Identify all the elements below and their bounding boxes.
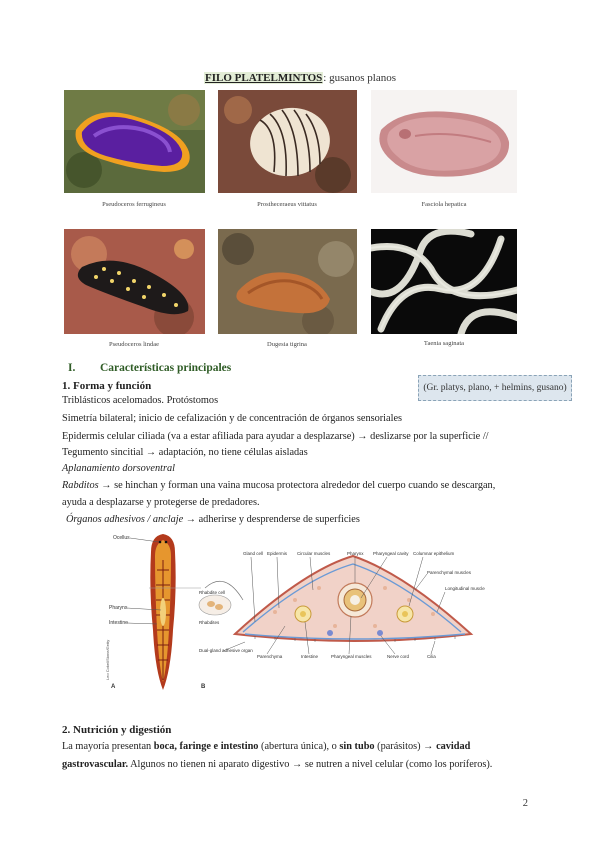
forma-line-6	[62, 480, 495, 491]
caption-4: Pseudoceros lindae	[108, 341, 159, 348]
label-columnar-epithelium: Columnar epithelium	[413, 551, 455, 556]
nutricion-text-a: La mayoría presentan	[62, 741, 154, 752]
nutricion-bold-gastro: gastrovascular.	[62, 759, 129, 770]
page-title	[0, 72, 600, 84]
label-cilia: Cilia	[427, 654, 436, 659]
rabditos-term: Rabditos	[62, 480, 99, 491]
label-rhabdites: Rhabdites	[199, 620, 220, 625]
panel-b-label: B	[201, 684, 206, 690]
caption-3: Fasciola hepatica	[421, 201, 467, 208]
label-pharyngeal-cavity: Pharyngeal cavity	[373, 551, 409, 556]
nutricion-bold-cavidad: cavidad	[436, 741, 471, 752]
nutricion-line-2	[62, 759, 492, 770]
anatomy-figure	[105, 530, 485, 695]
panel-a-label: A	[111, 684, 116, 690]
label-longitudinal-muscles: Longitudinal muscles	[445, 586, 485, 591]
forma-line-1: Triblásticos acelomados. Protóstomos	[62, 395, 219, 406]
rabditos-desc: → se hinchan y forman una vaina mucosa protectora alrededor del cuerpo cuando se descargan,	[98, 480, 496, 491]
caption-1: Pseudoceros ferrugineus	[102, 201, 166, 208]
section-number: I.	[68, 362, 76, 374]
caption-5: Dugesia tigrina	[267, 341, 307, 348]
photo-pseudoceros-ferrugineus	[64, 90, 205, 193]
label-ocellus: Ocellus	[113, 535, 130, 541]
forma-line-8	[66, 514, 360, 525]
forma-line-3: Epidermis celular ciliada (va a estar afiliada para ayudar a desplazarse) → deslizarse por la superficie //	[62, 431, 489, 442]
section-heading	[68, 362, 231, 374]
label-pharyngeal-muscles: Pharyngeal muscles	[331, 654, 372, 659]
label-rhabdite-cell: Rhabdite cell	[199, 590, 226, 595]
nutricion-bold-boca: boca, faringe e intestino	[153, 741, 259, 752]
nutricion-text-b: Algunos no tienen ni aparato digestivo → se nutren a nivel celular (como los poríferos).	[128, 759, 493, 770]
photo-dugesia-tigrina	[218, 229, 357, 334]
label-intestine-b: Intestine	[301, 654, 319, 659]
nutricion-bold-sintubo: sin tubo	[339, 741, 375, 752]
photo-pseudoceros-lindae	[64, 229, 205, 334]
photo-fasciola-hepatica	[371, 90, 517, 193]
label-pharynx-a: Pharynx	[109, 605, 128, 611]
subheading-nutricion: 2. Nutrición y digestión	[62, 724, 172, 736]
title-rest: : gusanos planos	[323, 72, 396, 84]
label-circular-muscles: Circular muscles	[297, 551, 331, 556]
label-intestine-a: Intestine	[109, 620, 128, 626]
title-strong: FILO PLATELMINTOS	[205, 72, 323, 84]
organos-term: Órganos adhesivos / anclaje	[66, 514, 184, 525]
photo-prostheceraeus-vittatus	[218, 90, 357, 193]
label-pharynx-b: Pharynx	[347, 551, 364, 556]
nutricion-line-1	[62, 741, 470, 752]
aplanamiento-text: Aplanamiento dorsoventral	[62, 463, 175, 474]
caption-2: Prostheceraeus vittatus	[257, 201, 317, 208]
forma-line-2: Simetría bilateral; inicio de cefalización y de concentración de órganos sensoriales	[62, 413, 403, 424]
page-number: 2	[522, 798, 528, 809]
photo-taenia-saginata	[371, 229, 517, 334]
label-nerve-cord: Nerve cord	[387, 654, 410, 659]
nutricion-text-e: (parásitos) →	[374, 741, 437, 752]
label-parenchyma: Parenchyma	[257, 654, 283, 659]
forma-line-5	[62, 463, 175, 474]
photo-credit: Leo Cokel/Stone/Getty	[105, 639, 110, 680]
organos-desc: → adherirse y desprenderse de superficies	[183, 514, 360, 525]
forma-line-7: ayuda a desplazarse y protegerse de predadores.	[62, 497, 260, 508]
label-epidermis: Epidermis	[267, 551, 288, 556]
forma-line-4: Tegumento sincitial → adaptación, no tiene células aisladas	[62, 447, 308, 458]
label-gland-cell: Gland cell	[243, 551, 264, 556]
nutricion-text-c: (abertura única), o	[258, 741, 340, 752]
etymology-note: (Gr. platys, plano, + helmins, gusano)	[418, 375, 572, 401]
caption-6: Taenia saginata	[423, 340, 465, 347]
subheading-forma: 1. Forma y función	[62, 380, 152, 392]
label-parenchymal-muscles: Parenchymal muscles	[427, 570, 472, 575]
label-adhesive-organ: Dual-gland adhesive organ	[199, 648, 253, 653]
section-title: Características principales	[100, 362, 232, 374]
